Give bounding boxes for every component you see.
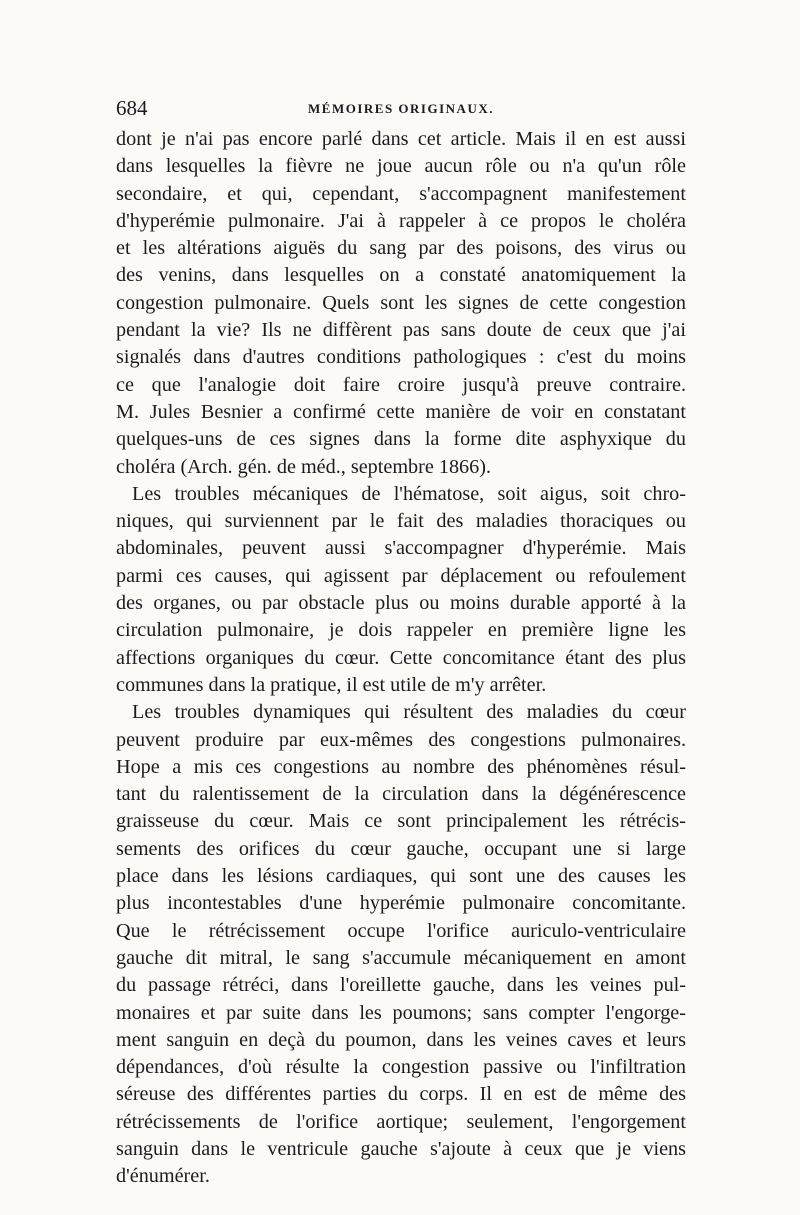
- text-line: congestion pulmonaire. Quels sont les signes de cette congestion: [116, 291, 686, 314]
- text-line: monaires et par suite dans les poumons; sans compter l'engorge-: [116, 1001, 686, 1024]
- text-line: communes dans la pratique, il est utile de m'y arrêter.: [116, 673, 547, 696]
- text-line: gauche dit mitral, le sang s'accumule mécaniquement en amont: [116, 946, 686, 969]
- text-line: parmi ces causes, qui agissent par déplacement ou refoulement: [116, 564, 686, 587]
- text-line: peuvent produire par eux-mêmes des congestions pulmonaires.: [116, 728, 686, 751]
- text-line: secondaire, et qui, cependant, s'accompagnent manifestement: [116, 182, 686, 205]
- page-number: 684: [116, 96, 148, 120]
- text-line: pendant la vie? Ils ne diffèrent pas sans doute de ceux que j'ai: [116, 319, 686, 342]
- book-page: [116, 96, 686, 1191]
- text-line: du passage rétréci, dans l'oreillette gauche, dans les veines pul-: [116, 974, 686, 997]
- text-line: des organes, ou par obstacle plus ou moins durable apporté à la: [116, 592, 686, 615]
- text-line: d'énumérer.: [116, 1165, 210, 1188]
- text-line: affections organiques du cœur. Cette concomitance étant des plus: [116, 646, 686, 669]
- text-line: M. Jules Besnier a confirmé cette manière de voir en constatant: [116, 400, 686, 423]
- text-line: rétrécissements de l'orifice aortique; seulement, l'engorgement: [116, 1110, 686, 1133]
- text-line: graisseuse du cœur. Mais ce sont principalement les rétrécis-: [116, 810, 686, 833]
- text-line: Les troubles dynamiques qui résultent des maladies du cœur: [132, 701, 686, 724]
- text-line: et les altérations aiguës du sang par des poisons, des virus ou: [116, 237, 686, 260]
- paragraph-3: [116, 699, 686, 1190]
- text-line: quelques-uns de ces signes dans la forme dite asphyxique du: [116, 428, 686, 451]
- text-line: place dans les lésions cardiaques, qui sont une des causes les: [116, 865, 686, 888]
- text-line: sements des orifices du cœur gauche, occupant une si large: [116, 837, 686, 860]
- text-line: d'hyperémie pulmonaire. J'ai à rappeler à ce propos le choléra: [116, 209, 686, 232]
- text-line: sanguin dans le ventricule gauche s'ajoute à ceux que je viens: [116, 1137, 686, 1160]
- text-line: dépendances, d'où résulte la congestion passive ou l'infiltration: [116, 1056, 686, 1079]
- text-line: tant du ralentissement de la circulation dans la dégénérescence: [116, 783, 686, 806]
- text-line: ment sanguin en deçà du poumon, dans les veines caves et leurs: [116, 1028, 686, 1051]
- text-line: dans lesquelles la fièvre ne joue aucun rôle ou n'a qu'un rôle: [116, 155, 686, 178]
- text-line: choléra (Arch. gén. de méd., septembre 1866).: [116, 455, 492, 478]
- text-line: signalés dans d'autres conditions pathologiques : c'est du moins: [116, 346, 686, 369]
- text-line: plus incontestables d'une hyperémie pulmonaire concomitante.: [116, 892, 686, 915]
- text-line: dont je n'ai pas encore parlé dans cet article. Mais il en est aussi: [116, 128, 686, 150]
- text-line: Les troubles mécaniques de l'hématose, soit aigus, soit chro-: [132, 482, 686, 505]
- text-line: séreuse des différentes parties du corps. Il en est de même des: [116, 1083, 686, 1106]
- paragraph-2: [116, 481, 686, 699]
- running-title: MÉMOIRES ORIGINAUX.: [308, 101, 494, 116]
- text-line: des venins, dans lesquelles on a constaté anatomiquement la: [116, 264, 686, 287]
- text-line: abdominales, peuvent aussi s'accompagner d'hyperémie. Mais: [116, 537, 686, 560]
- text-line: circulation pulmonaire, je dois rappeler en première ligne les: [116, 619, 686, 642]
- paragraph-1: [116, 126, 686, 481]
- text-line: Que le rétrécissement occupe l'orifice auriculo-ventriculaire: [116, 919, 686, 942]
- text-line: ce que l'analogie doit faire croire jusqu'à preuve contraire.: [116, 373, 686, 396]
- page-header: [116, 96, 686, 122]
- text-line: Hope a mis ces congestions au nombre des phénomènes résul-: [116, 755, 686, 778]
- text-line: niques, qui surviennent par le fait des maladies thoraciques ou: [116, 510, 686, 533]
